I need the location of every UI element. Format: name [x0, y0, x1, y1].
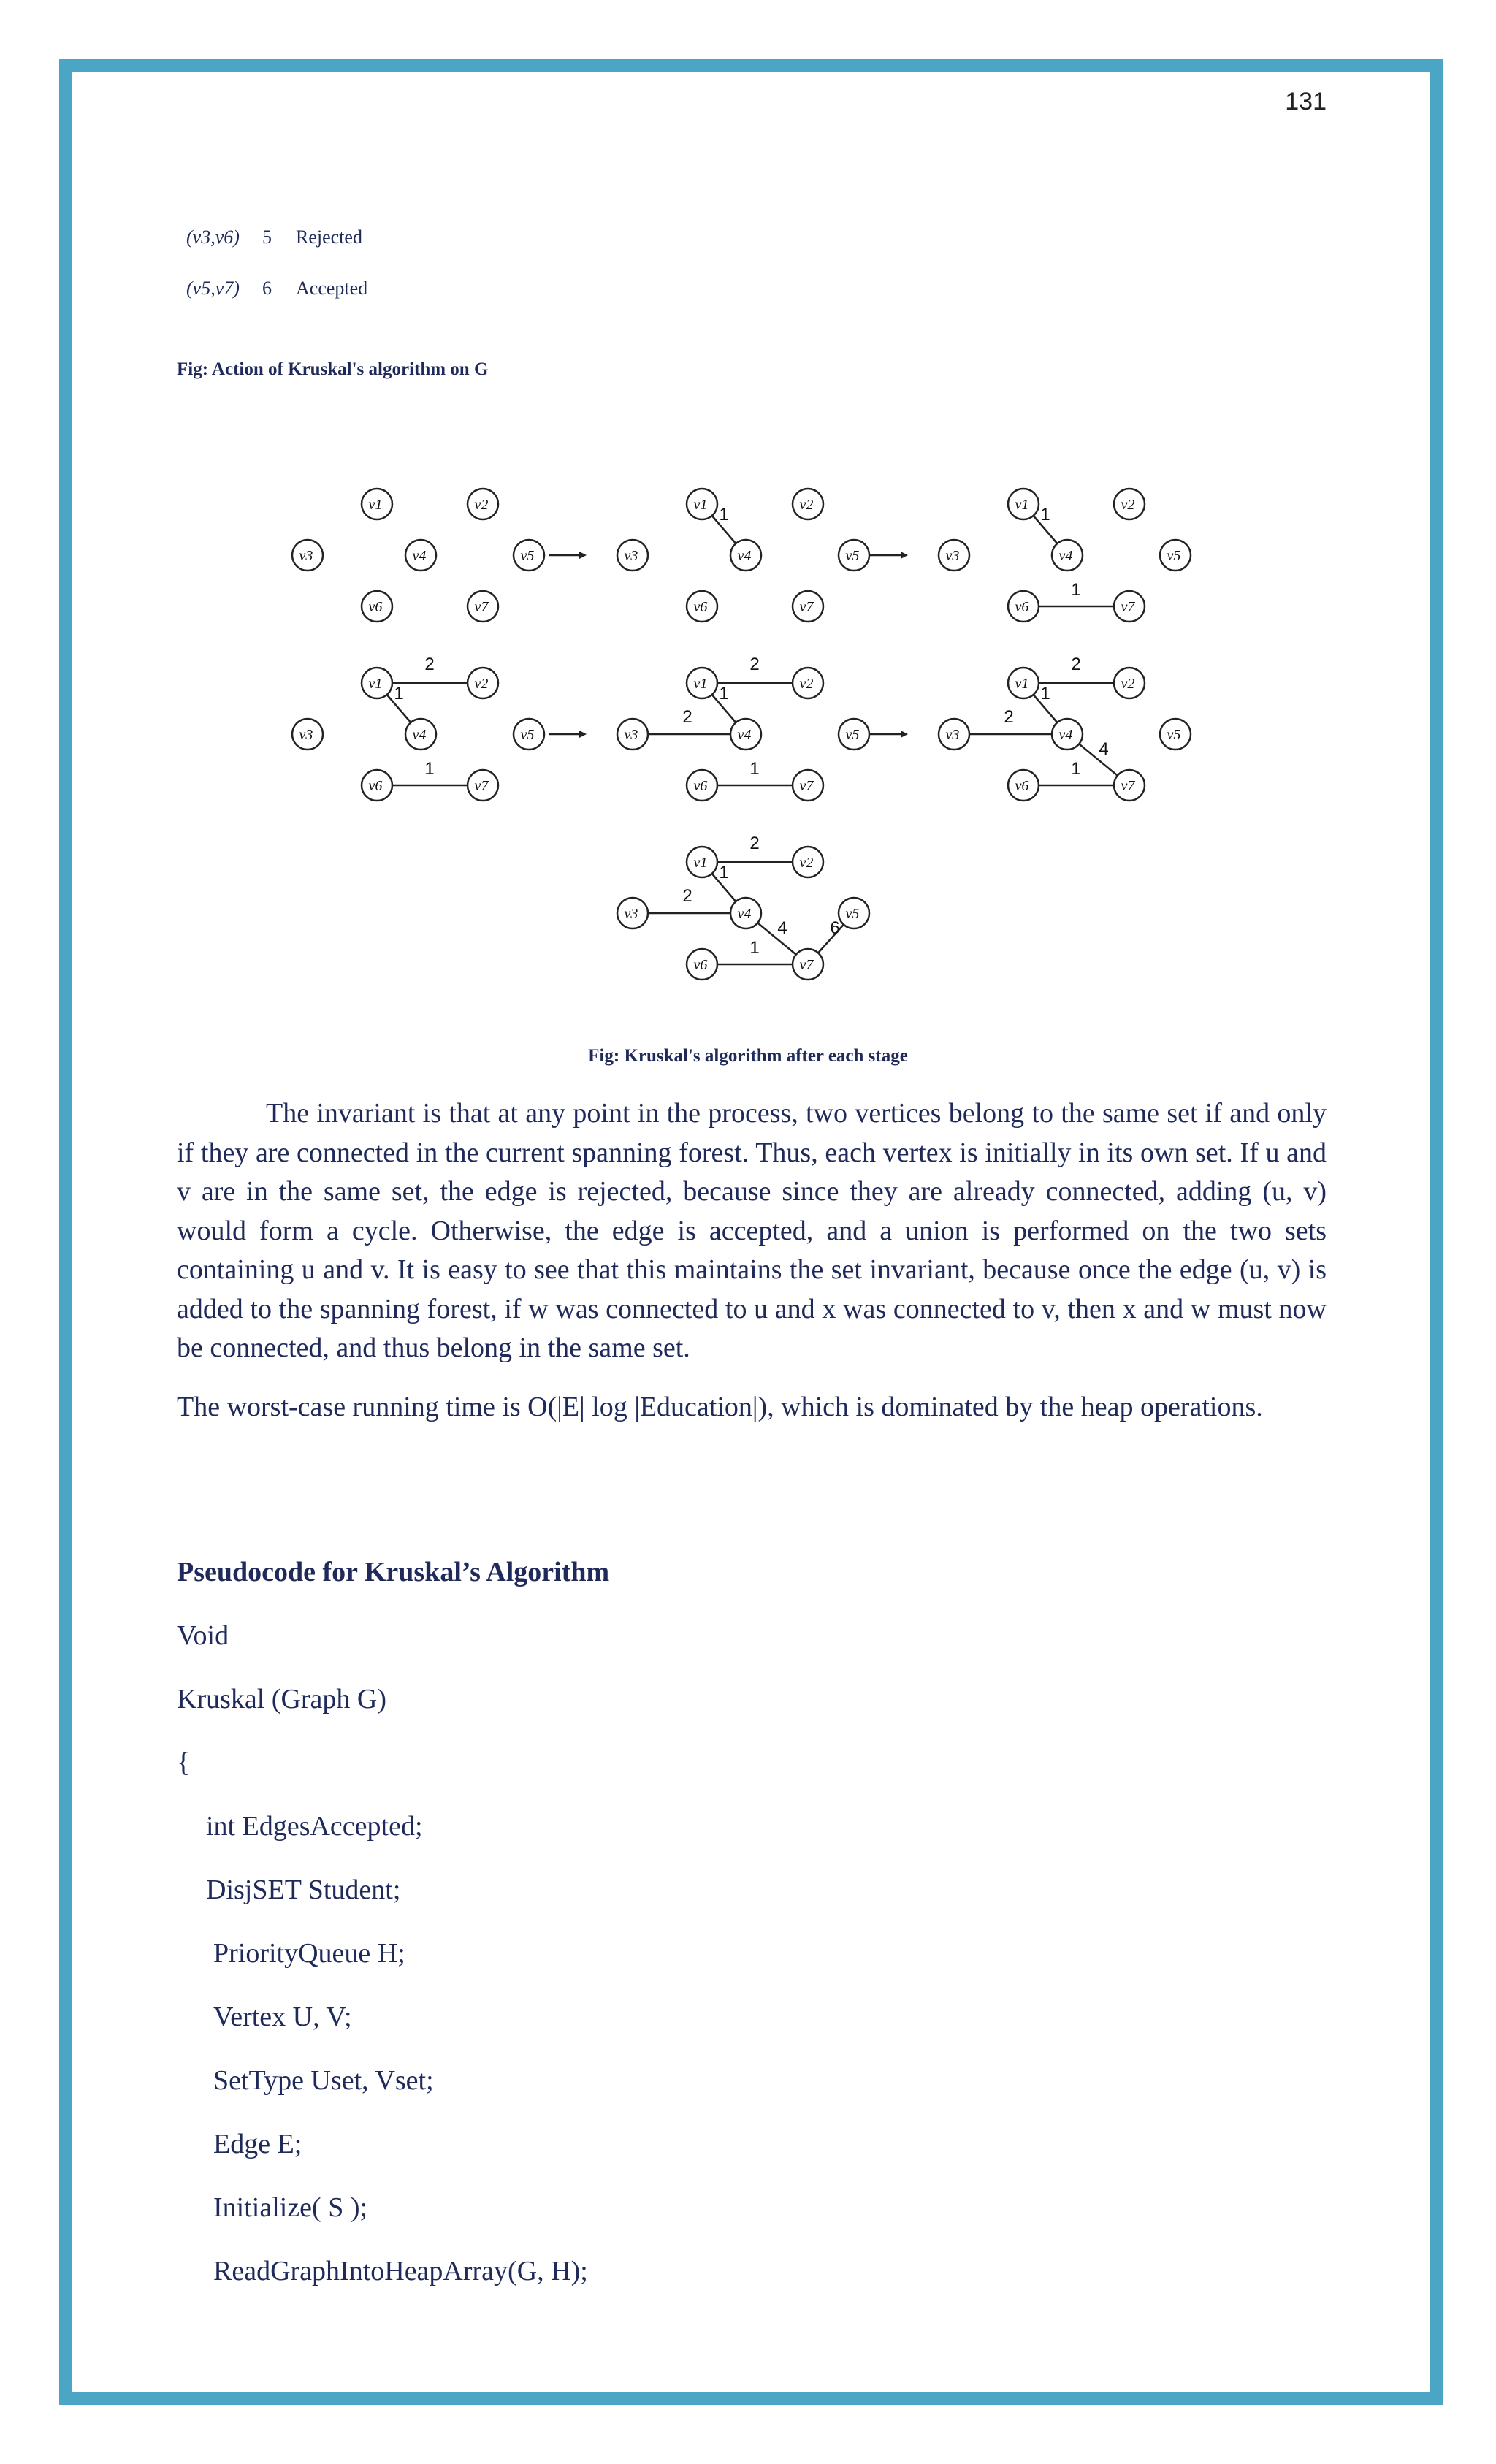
code-line: Kruskal (Graph G)	[177, 1684, 387, 1714]
vertex-label: v1	[368, 497, 383, 513]
graph-stage	[617, 834, 869, 980]
edge-weight-label: 1	[394, 684, 404, 703]
graph-stage	[617, 655, 869, 801]
code-line: Initialize( S );	[213, 2192, 368, 2223]
kruskal-stages-figure	[289, 468, 1217, 1008]
vertex-label: v3	[299, 548, 313, 564]
vertex-label: v6	[368, 778, 383, 794]
edge-weight-label: 1	[719, 505, 729, 525]
paragraph-running-time: The worst-case running time is O(|E| log |Education|), which is dominated by the heap operations.	[177, 1392, 1263, 1422]
graph-stage	[292, 489, 544, 622]
vertex-label: v2	[474, 676, 489, 692]
vertex-label: v5	[845, 548, 860, 564]
figure-caption-1: Fig: Action of Kruskal's algorithm on G	[177, 359, 489, 379]
code-line: Edge E;	[213, 2129, 302, 2159]
vertex-label: v4	[737, 906, 752, 922]
edge-weight-label: 2	[682, 886, 692, 906]
weight-cell: 5	[262, 226, 272, 248]
graph-stage	[292, 655, 544, 801]
vertex-label: v6	[368, 599, 383, 615]
arrow-head	[901, 552, 908, 559]
code-line: Void	[177, 1620, 229, 1651]
code-line: Vertex U, V;	[213, 2002, 352, 2032]
vertex-label: v5	[520, 548, 535, 564]
vertex-label: v7	[799, 599, 814, 615]
page-number: 131	[1285, 88, 1327, 115]
edge-weight-label: 1	[424, 759, 435, 779]
table-row	[186, 226, 362, 248]
weight-cell: 6	[262, 278, 272, 299]
edge-weight-label: 2	[1004, 707, 1014, 727]
vertex-label: v5	[1167, 727, 1181, 743]
edge-weight-label: 2	[1071, 655, 1081, 674]
vertex-label: v4	[412, 727, 427, 743]
vertex-label: v5	[845, 727, 860, 743]
vertex-label: v7	[799, 778, 814, 794]
code-line: {	[177, 1747, 191, 1778]
pseudocode-heading: Pseudocode for Kruskal’s Algorithm	[177, 1557, 610, 1587]
edge-weight-label: 2	[749, 655, 760, 674]
action-cell: Accepted	[296, 278, 368, 299]
edge-weight-label: 2	[682, 707, 692, 727]
vertex-label: v6	[693, 599, 708, 615]
vertex-label: v3	[624, 548, 638, 564]
vertex-label: v2	[1121, 676, 1135, 692]
vertex-label: v1	[1015, 497, 1029, 513]
vertex-label: v6	[1015, 778, 1029, 794]
vertex-label: v1	[693, 855, 708, 871]
vertex-label: v3	[624, 906, 638, 922]
edge-weight-label: 1	[749, 938, 760, 958]
edge-weight-label: 1	[749, 759, 760, 779]
code-line: ReadGraphIntoHeapArray(G, H);	[213, 2256, 588, 2286]
action-cell: Rejected	[296, 226, 362, 248]
code-line: SetType Uset, Vset;	[213, 2065, 434, 2096]
arrow-head	[901, 731, 908, 738]
edge-cell: (v3,v6)	[186, 226, 240, 248]
edge-weight-label: 1	[1040, 684, 1050, 703]
edge-weight-label: 2	[749, 834, 760, 853]
vertex-label: v2	[1121, 497, 1135, 513]
vertex-label: v1	[693, 497, 708, 513]
vertex-label: v5	[1167, 548, 1181, 564]
edge-weight-label: 1	[1071, 759, 1081, 779]
vertex-label: v7	[474, 778, 489, 794]
vertex-label: v6	[1015, 599, 1029, 615]
vertex-label: v3	[299, 727, 313, 743]
vertex-label: v4	[412, 548, 427, 564]
vertex-label: v4	[1058, 727, 1073, 743]
vertex-label: v5	[845, 906, 860, 922]
vertex-label: v1	[368, 676, 383, 692]
vertex-label: v7	[474, 599, 489, 615]
edge-weight-label: 1	[719, 863, 729, 882]
arrow-head	[579, 731, 587, 738]
paragraph-invariant: The invariant is that at any point in the process, two vertices belong to the same set if and only if they are connected in the current spanning forest. Thus, each vertex is initially in its own set. If u and v are in the same set, the edge is rejected, because since they are already connected, adding (u, v) would form a cycle. Otherwise, the edge is accepted, and a union is performed on the two sets containing u and v. It is easy to see that this maintains the set invariant, because once the edge (u, v) is added to the spanning forest, if w was connected to u and x was connected to v, then x and w must now be connected, and thus belong in the same set.	[177, 1098, 1327, 1363]
vertex-label: v7	[1121, 778, 1135, 794]
vertex-label: v4	[737, 548, 752, 564]
vertex-label: v2	[474, 497, 489, 513]
code-line: int EdgesAccepted;	[206, 1811, 423, 1842]
vertex-label: v3	[945, 548, 960, 564]
code-line: DisjSET Student;	[206, 1874, 401, 1905]
edge-weight-label: 4	[777, 918, 787, 938]
graph-stage	[617, 489, 869, 622]
figure-caption-2: Fig: Kruskal's algorithm after each stage	[588, 1046, 908, 1066]
vertex-label: v3	[945, 727, 960, 743]
edge-weight-label: 1	[1040, 505, 1050, 525]
vertex-label: v5	[520, 727, 535, 743]
vertex-label: v6	[693, 957, 708, 973]
edge-weight-label: 1	[1071, 580, 1081, 600]
arrow-head	[579, 552, 587, 559]
vertex-label: v2	[799, 676, 814, 692]
vertex-label: v7	[1121, 599, 1135, 615]
vertex-label: v7	[799, 957, 814, 973]
code-line: PriorityQueue H;	[213, 1938, 405, 1969]
edge-cell: (v5,v7)	[186, 278, 240, 299]
graph-stage	[939, 489, 1191, 622]
vertex-label: v1	[693, 676, 708, 692]
edge-weight-label: 6	[830, 918, 840, 938]
edge-weight-label: 4	[1099, 739, 1109, 759]
table-row	[186, 278, 367, 300]
vertex-label: v3	[624, 727, 638, 743]
vertex-label: v4	[737, 727, 752, 743]
edge-weight-label: 2	[424, 655, 435, 674]
vertex-label: v2	[799, 855, 814, 871]
graph-stage	[939, 655, 1191, 801]
vertex-label: v4	[1058, 548, 1073, 564]
vertex-label: v1	[1015, 676, 1029, 692]
edge-weight-label: 1	[719, 684, 729, 703]
vertex-label: v6	[693, 778, 708, 794]
vertex-label: v2	[799, 497, 814, 513]
